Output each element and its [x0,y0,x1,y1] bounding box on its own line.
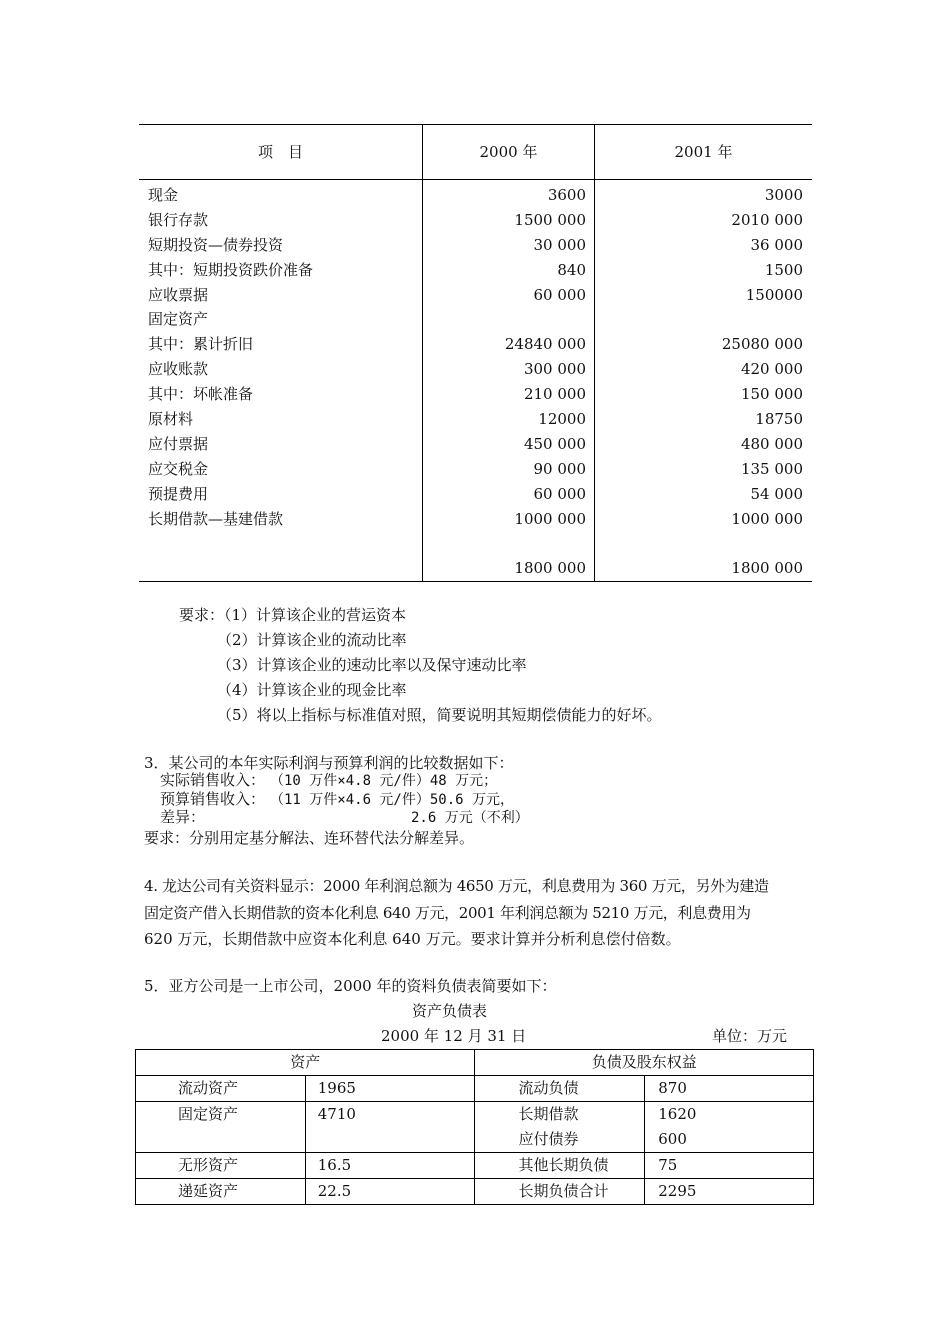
asset-label: 流动资产 [136,1076,306,1102]
row-item: 固定资产 [148,310,209,329]
row-item: 其中：累计折旧 [148,335,254,354]
row-2001: 135 000 [740,459,803,478]
row-2000: 450 000 [523,434,586,453]
table-row [139,332,812,357]
row-2000: 30 000 [533,235,586,254]
header-item: 项 目 [257,143,303,161]
liability-value-cell [645,1102,814,1153]
row-2001: 420 000 [740,360,803,379]
liability-label-cell [475,1102,645,1153]
q5-unit: 单位：万元 [712,1027,788,1045]
table-row [139,357,812,382]
table-row [139,531,812,556]
asset-label: 固定资产 [136,1102,306,1153]
q4-line-2: 固定资产借入长期借款的资本化利息 640 万元，2001 年利润总额为 5210 万元，利息费用为 [144,904,751,922]
asset-value: 4710 [305,1102,475,1153]
row-2000: 12000 [538,410,586,429]
row-2001: 150 000 [740,385,803,404]
row-2000: 210 000 [523,385,586,404]
q3-diff-value: 2.6 万元（不利） [411,810,529,826]
liability-label: 其他长期负债 [475,1153,645,1179]
table-row [139,407,812,432]
table-header-row [136,1050,814,1076]
table-row [139,258,812,283]
row-item: 应付票据 [148,434,209,453]
requirement-5: （5）将以上指标与标准值对照，简要说明其短期偿债能力的好坏。 [217,706,662,724]
table-row [136,1076,814,1102]
row-item: 长期借款—基建借款 [148,509,284,528]
header-liabilities: 负债及股东权益 [475,1050,814,1076]
asset-value: 16.5 [305,1153,475,1179]
row-2001: 54 000 [750,484,803,503]
row-2000: 840 [557,260,586,279]
q5-table-title: 资产负债表 [412,1002,488,1020]
header-assets: 资产 [136,1050,475,1076]
q3-budget-value: （11 万件×4.6 元/件）50.6 万元， [270,792,515,808]
row-item: 应收账款 [148,360,209,379]
row-2001: 3000 [764,186,803,204]
row-item: 预提费用 [148,484,209,503]
table-row [139,382,812,407]
asset-label: 递延资产 [136,1179,306,1205]
q3-actual-value: （10 万件×4.8 元/件）48 万元； [270,773,498,789]
table-row [139,208,812,233]
row-item: 银行存款 [148,210,209,229]
requirement-1: 要求：（1）计算该企业的营运资本 [179,606,407,624]
header-2000: 2000 年 [479,143,538,161]
row-2000: 3600 [547,186,586,204]
asset-label: 无形资产 [136,1153,306,1179]
liability-label: 应付债券 [518,1130,579,1148]
table-row [139,307,812,332]
q4-line-1: 4. 龙达公司有关资料显示：2000 年利润总额为 4650 万元，利息费用为 360 万元，另外为建造 [144,877,769,895]
table-header [139,125,812,180]
q3-diff-label: 差异： [160,808,206,826]
balance-sheet-table [135,1049,814,1205]
table-row [139,283,812,308]
row-2000: 24840 000 [504,335,586,354]
table-row [139,183,812,208]
row-2001: 18750 [755,410,803,429]
row-2000: 90 000 [533,459,586,478]
table-row [139,556,812,581]
q4-line-3: 620 万元，长期借款中应资本化利息 640 万元。要求计算并分析利息偿付倍数。 [144,930,681,948]
row-2001: 1500 [764,260,803,279]
q5-date: 2000 年 12 月 31 日 [381,1027,527,1045]
row-item: 原材料 [148,410,194,429]
row-item: 其中：短期投资跌价准备 [148,260,314,279]
header-2001: 2001 年 [674,143,733,161]
row-2000: 60 000 [533,484,586,503]
liability-label: 流动负债 [475,1076,645,1102]
table-row [136,1102,814,1153]
asset-value: 22.5 [305,1179,475,1205]
balance-items-table [139,124,812,582]
liability-label: 长期借款 [518,1105,579,1123]
row-2000: 60 000 [533,285,586,304]
row-2000: 1800 000 [514,559,586,578]
table-row [139,457,812,482]
table-row [136,1179,814,1205]
table-row [139,432,812,457]
liability-value: 600 [658,1130,687,1148]
requirement-4: （4）计算该企业的现金比率 [217,681,407,699]
row-2001: 150000 [745,285,803,304]
requirement-2: （2）计算该企业的流动比率 [217,631,407,649]
asset-value: 1965 [305,1076,475,1102]
table-body [139,180,812,581]
row-item: 其中：坏帐准备 [148,385,254,404]
requirement-3: （3）计算该企业的速动比率以及保守速动比率 [217,656,527,674]
table-row [139,507,812,532]
liability-value: 75 [645,1153,814,1179]
q3-requirement: 要求：分别用定基分解法、连环替代法分解差异。 [144,829,475,847]
row-2001: 2010 000 [731,210,803,229]
row-2001: 25080 000 [721,335,803,354]
row-2001: 36 000 [750,235,803,254]
row-2000: 1500 000 [514,210,586,229]
q3-budget-label: 预算销售收入： [160,790,266,808]
liability-value: 2295 [645,1179,814,1205]
table-row [139,233,812,258]
liability-value: 1620 [658,1105,697,1123]
row-item: 短期投资—债券投资 [148,235,284,254]
q3-title: 3．某公司的本年实际利润与预算利润的比较数据如下： [144,754,514,772]
row-2001: 1800 000 [731,559,803,578]
row-item: 现金 [148,186,179,204]
table-row [136,1153,814,1179]
row-item: 应收票据 [148,285,209,304]
q3-actual-label: 实际销售收入： [160,771,266,789]
row-item: 应交税金 [148,459,209,478]
row-2001: 1000 000 [731,509,803,528]
row-2000: 300 000 [523,360,586,379]
liability-value: 870 [645,1076,814,1102]
table-row [139,482,812,507]
row-2001: 480 000 [740,434,803,453]
row-2000: 1000 000 [514,509,586,528]
liability-label: 长期负债合计 [475,1179,645,1205]
q5-intro: 5．亚方公司是一上市公司，2000 年的资料负债表简要如下： [144,977,557,995]
